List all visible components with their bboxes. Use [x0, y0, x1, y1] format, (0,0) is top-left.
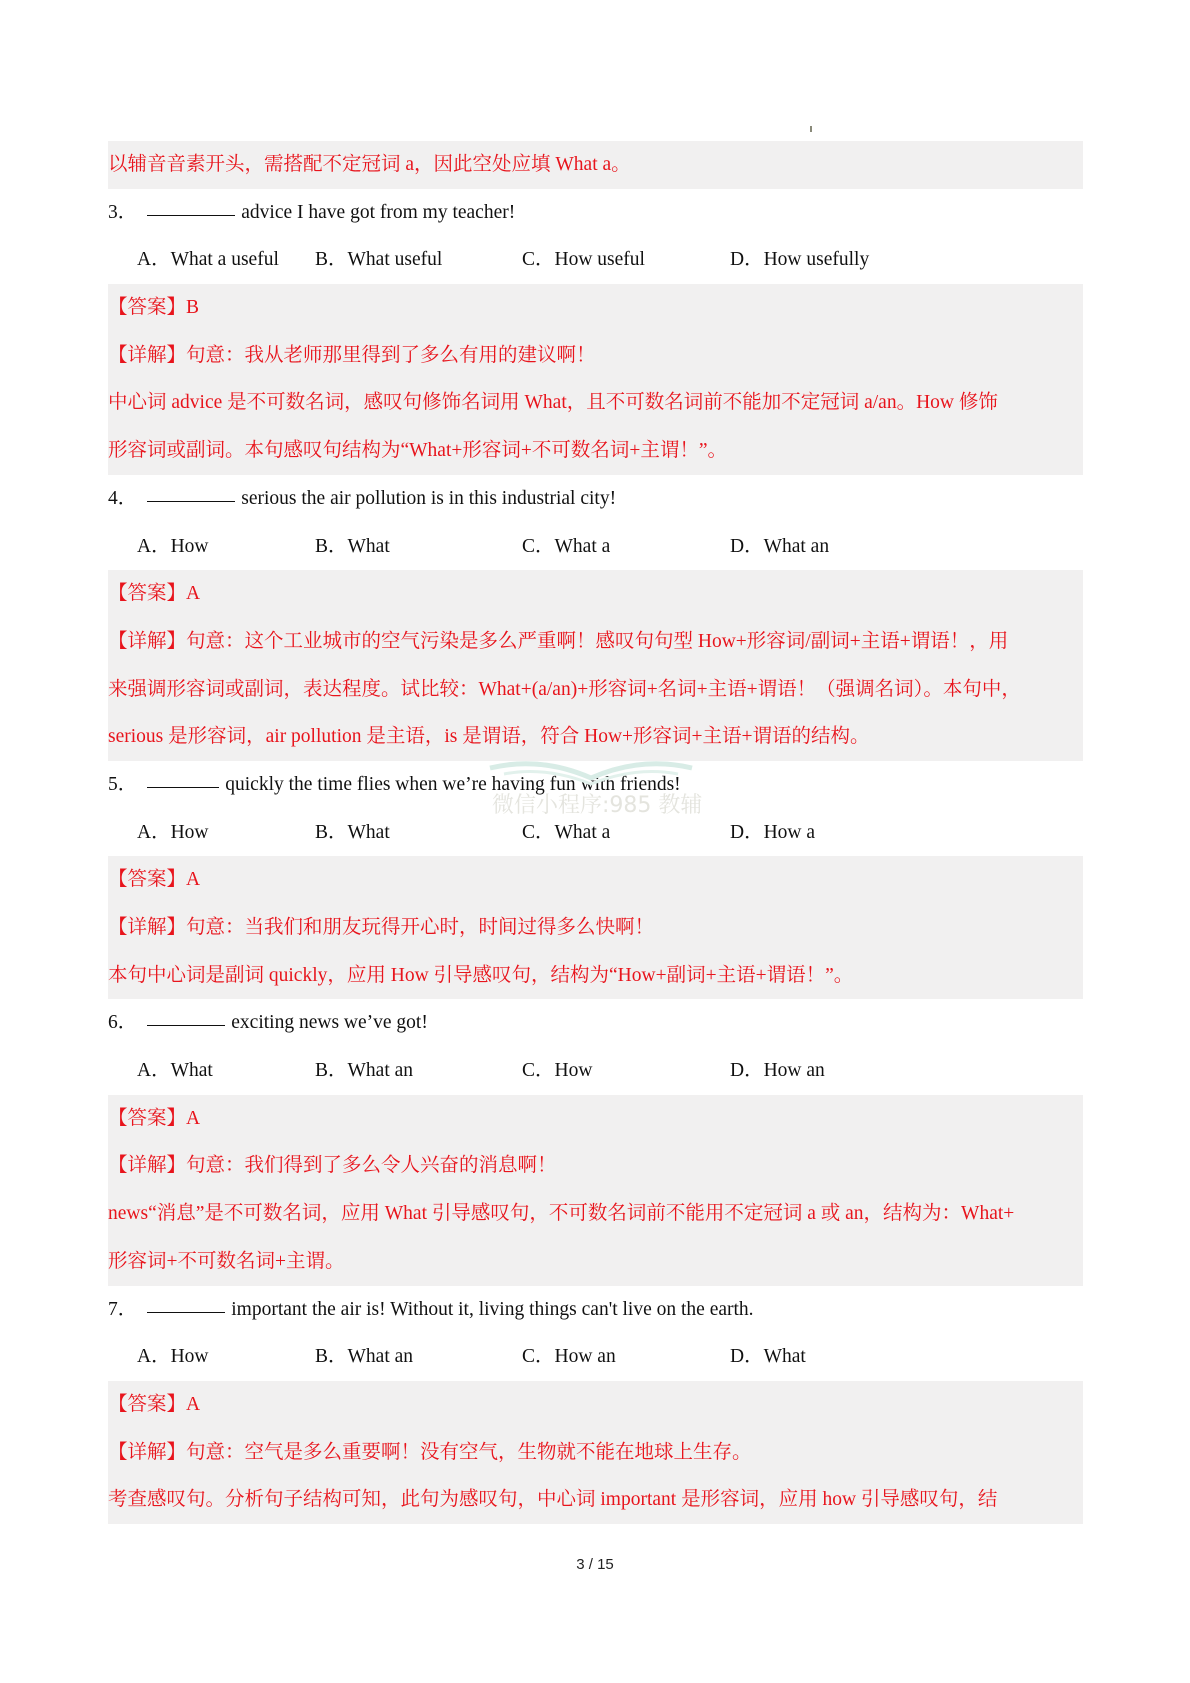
question-number: 5．: [108, 773, 138, 795]
explanation-line: serious 是形容词，air pollution 是主语，is 是谓语，符合 How+形容词+主语+谓语的结构。: [108, 726, 870, 748]
option-b: B．What an: [315, 1346, 414, 1368]
option-b: B．What useful: [315, 249, 443, 271]
question-text: important the air is! Without it, living things can't live on the earth.: [231, 1298, 754, 1320]
explanation-line: 来强调形容词或副词，表达程度。试比较：What+(a/an)+形容词+名词+主语+谓语！（强调名词）。本句中，: [108, 678, 1021, 700]
option-c: C．What a: [522, 535, 611, 557]
question-6-options: [108, 1047, 1083, 1095]
question-text: serious the air pollution is in this industrial city!: [241, 487, 617, 509]
option-d: D．How a: [730, 821, 816, 843]
option-c: C．How useful: [522, 249, 645, 271]
stray-mark: [810, 126, 812, 132]
explanation-line: 中心词 advice 是不可数名词，感叹句修饰名词用 What，且不可数名词前不能加不定冠词 a/an。How 修饰: [108, 392, 998, 414]
question-4-answer-block: [108, 570, 1083, 761]
question-3-answer-block: [108, 284, 1083, 475]
question-text: quickly the time flies when we’re having fun with friends!: [225, 773, 681, 795]
explanation-line: 【详解】句意：这个工业城市的空气污染是多么严重啊！感叹句句型 How+形容词/副词+主语+谓语！，用: [108, 630, 1009, 652]
option-a: A．What a useful: [137, 249, 279, 271]
answer-blank: [147, 481, 235, 502]
option-c: C．What a: [522, 821, 611, 843]
carryover-explanation: [108, 141, 1083, 189]
option-c: C．How an: [522, 1346, 616, 1368]
page-content: [108, 141, 1083, 1524]
question-3-stem: [108, 189, 1083, 237]
answer-line: 【答案】A: [108, 869, 201, 891]
answer-line: 【答案】A: [108, 1107, 201, 1129]
option-d: D．How usefully: [730, 249, 870, 271]
option-c: C．How: [522, 1060, 593, 1082]
page-number: 3 / 15: [576, 1556, 614, 1573]
question-number: 4．: [108, 487, 138, 509]
question-5-options: [108, 809, 1083, 857]
answer-line: 【答案】B: [108, 297, 200, 319]
question-6-stem: [108, 999, 1083, 1047]
explanation-line: 【详解】句意：当我们和朋友玩得开心时，时间过得多么快啊！: [108, 917, 655, 938]
explanation-line: news“消息”是不可数名词，应用 What 引导感叹句，不可数名词前不能用不定冠词 a 或 an，结构为：What+: [108, 1203, 1015, 1225]
question-4-options: [108, 523, 1083, 571]
option-d: D．How an: [730, 1060, 825, 1082]
question-6-answer-block: [108, 1095, 1083, 1286]
explanation-line: 本句中心词是副词 quickly，应用 How 引导感叹句，结构为“How+副词+主语+谓语！”。: [108, 964, 854, 986]
explanation-line: 【详解】句意：我从老师那里得到了多么有用的建议啊！: [108, 344, 596, 366]
answer-blank: [147, 195, 235, 216]
watermark-text: 微信小程序:985 教辅: [492, 793, 703, 818]
question-number: 3．: [108, 201, 138, 223]
question-5-stem: [108, 761, 1083, 809]
question-text: exciting news we’ve got!: [231, 1012, 428, 1034]
explanation-line: 形容词或副词。本句感叹句结构为“What+形容词+不可数名词+主谓！”。: [108, 440, 728, 462]
option-a: A．What: [137, 1060, 213, 1082]
question-number: 6．: [108, 1012, 138, 1034]
question-number: 7．: [108, 1298, 138, 1320]
option-a: A．How: [137, 821, 209, 843]
question-7-answer-block: [108, 1381, 1083, 1524]
option-d: D．What: [730, 1346, 806, 1368]
answer-blank: [147, 1005, 225, 1026]
explanation-line: 【详解】句意：我们得到了多么令人兴奋的消息啊！: [108, 1155, 557, 1177]
option-b: B．What an: [315, 1060, 414, 1082]
question-5-answer-block: [108, 856, 1083, 999]
question-3-options: [108, 236, 1083, 284]
option-d: D．What an: [730, 535, 830, 557]
explanation-line: 【详解】句意：空气是多么重要啊！没有空气，生物就不能在地球上生存。: [108, 1441, 752, 1463]
question-7-options: [108, 1333, 1083, 1381]
answer-line: 【答案】A: [108, 1393, 201, 1415]
option-b: B．What: [315, 535, 390, 557]
question-7-stem: [108, 1286, 1083, 1334]
explanation-line: 形容词+不可数名词+主谓。: [108, 1250, 345, 1272]
question-text: advice I have got from my teacher!: [241, 201, 516, 223]
answer-blank: [147, 1292, 225, 1313]
carryover-text: 以辅音音素开头，需搭配不定冠词 a，因此空处应填 What a。: [108, 154, 631, 175]
question-4-stem: [108, 475, 1083, 523]
option-a: A．How: [137, 1346, 209, 1368]
option-b: B．What: [315, 821, 390, 843]
option-a: A．How: [137, 535, 209, 557]
answer-line: 【答案】A: [108, 583, 201, 605]
explanation-line: 考查感叹句。分析句子结构可知，此句为感叹句，中心词 important 是形容词，应用 how 引导感叹句，结: [108, 1489, 998, 1511]
answer-blank: [147, 767, 219, 788]
